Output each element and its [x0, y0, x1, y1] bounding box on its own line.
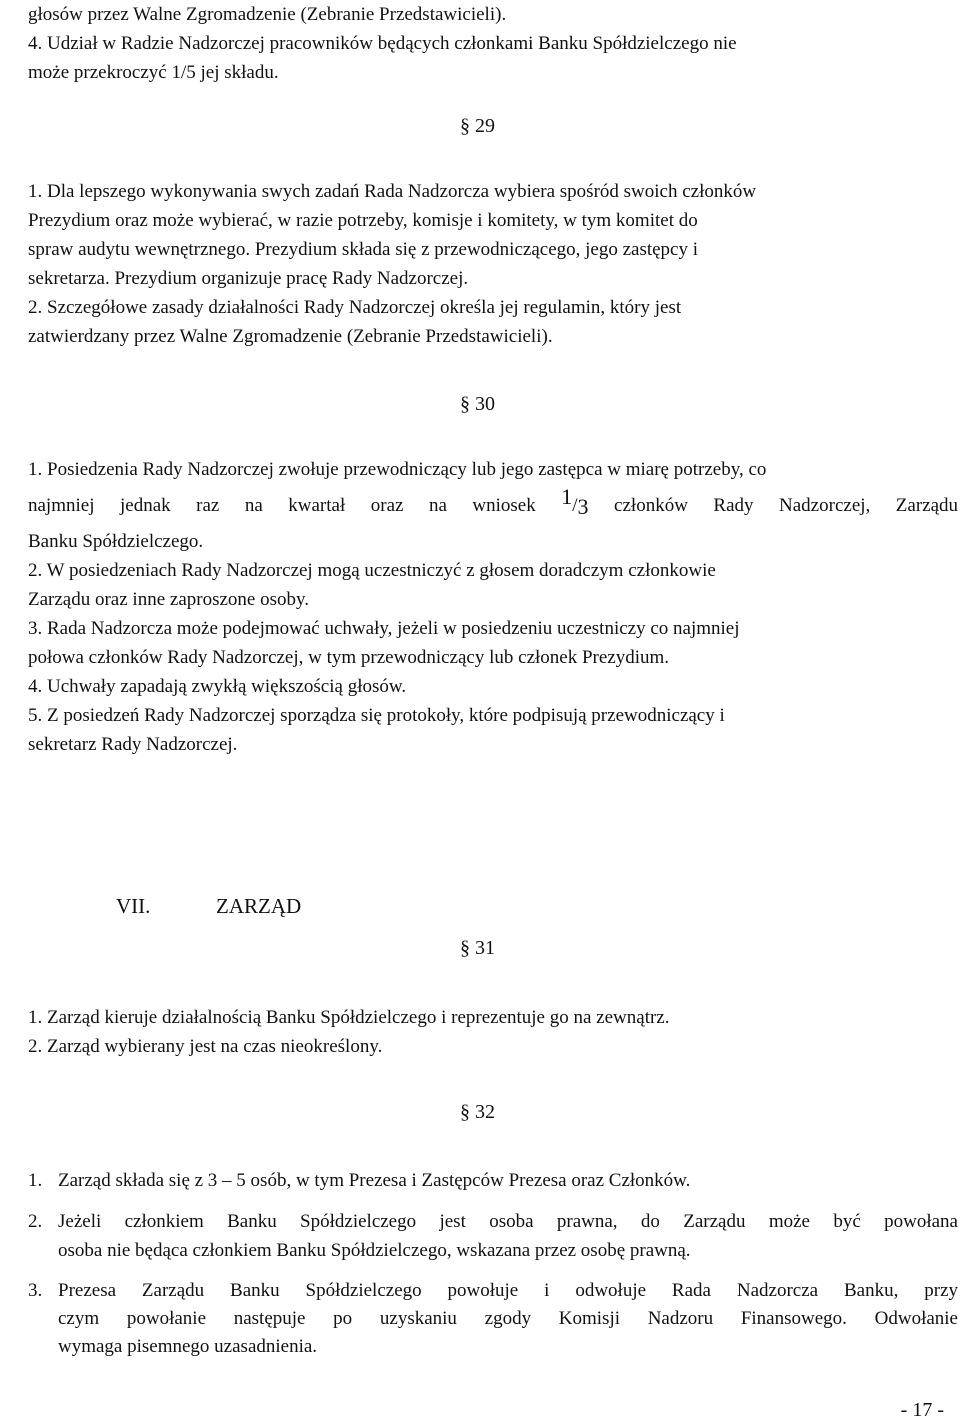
- text-line: głosów przez Walne Zgromadzenie (Zebranie Przedstawicieli).: [28, 4, 507, 25]
- text-line: 3. Rada Nadzorcza może podejmować uchwały, jeżeli w posiedzeniu uczestniczy co najmniej: [28, 618, 740, 639]
- fraction-numerator: 1: [561, 484, 573, 509]
- text-line: wymaga pisemnego uzasadnienia.: [58, 1336, 318, 1357]
- fraction-denominator: 3: [577, 494, 589, 519]
- section-heading-31: § 31: [460, 937, 495, 959]
- text-line: czym powołanie następuje po uzyskaniu zgody Komisji Nadzoru Finansowego. Odwołanie: [58, 1308, 958, 1329]
- page-number: - 17 -: [900, 1399, 944, 1421]
- list-number: 2.: [28, 1211, 43, 1232]
- text-line: sekretarza. Prezydium organizuje pracę Rady Nadzorczej.: [28, 268, 469, 289]
- text-line: sekretarz Rady Nadzorczej.: [28, 734, 238, 755]
- text-line: 2. Szczegółowe zasady działalności Rady Nadzorczej określa jej regulamin, który jest: [28, 297, 682, 318]
- text-line: Prezesa Zarządu Banku Spółdzielczego powołuje i odwołuje Rada Nadzorcza Banku, przy: [58, 1280, 958, 1301]
- text-line: Banku Spółdzielczego.: [28, 531, 204, 552]
- fraction: [561, 484, 589, 519]
- text-line-with-fraction: [28, 484, 959, 520]
- text-line: Zarząd składa się z 3 – 5 osób, w tym Prezesa i Zastępców Prezesa oraz Członków.: [58, 1170, 691, 1191]
- list-number: 3.: [28, 1280, 43, 1301]
- text-line: 1. Posiedzenia Rady Nadzorczej zwołuje przewodniczący lub jego zastępca w miarę potrzeby, co: [28, 459, 767, 480]
- text-line: 1. Zarząd kieruje działalnością Banku Spółdzielczego i reprezentuje go na zewnątrz.: [28, 1007, 670, 1028]
- text-line: 1. Dla lepszego wykonywania swych zadań Rada Nadzorcza wybiera spośród swoich członków: [28, 181, 757, 202]
- text-line: 2. W posiedzeniach Rady Nadzorczej mogą uczestniczyć z głosem doradczym członkowie: [28, 560, 716, 581]
- text-line: 4. Udział w Radzie Nadzorczej pracowników będących członkami Banku Spółdzielczego nie: [28, 33, 737, 54]
- text-line: osoba nie będąca członkiem Banku Spółdzielczego, wskazana przez osobę prawną.: [58, 1240, 691, 1261]
- list-number: 1.: [28, 1170, 43, 1191]
- text-line: zatwierdzany przez Walne Zgromadzenie (Zebranie Przedstawicieli).: [28, 326, 553, 347]
- section-heading-29: § 29: [460, 115, 495, 137]
- section-heading-32: § 32: [460, 1101, 495, 1123]
- text-line: Prezydium oraz może wybierać, w razie potrzeby, komisje i komitety, w tym komitet do: [28, 210, 698, 231]
- chapter-title: ZARZĄD: [216, 894, 302, 918]
- text-line: może przekroczyć 1/5 jej składu.: [28, 62, 279, 83]
- text-line: spraw audytu wewnętrznego. Prezydium składa się z przewodniczącego, jego zastępcy i: [28, 239, 699, 260]
- text-segment: najmniej jednak raz na kwartał oraz na wniosek: [28, 495, 536, 516]
- text-line: 5. Z posiedzeń Rady Nadzorczej sporządza się protokoły, które podpisują przewodniczący i: [28, 705, 725, 726]
- section-heading-30: § 30: [460, 393, 495, 415]
- text-line: Zarządu oraz inne zaproszone osoby.: [28, 589, 310, 610]
- text-line: połowa członków Rady Nadzorczej, w tym przewodniczący lub członek Prezydium.: [28, 647, 670, 668]
- text-line: 2. Zarząd wybierany jest na czas nieokreślony.: [28, 1036, 383, 1057]
- text-line: 4. Uchwały zapadają zwykłą większością głosów.: [28, 676, 407, 697]
- text-line: Jeżeli członkiem Banku Spółdzielczego jest osoba prawna, do Zarządu może być powołana: [58, 1211, 958, 1232]
- chapter-number: VII.: [116, 894, 151, 918]
- text-segment: członków Rady Nadzorczej, Zarządu: [614, 495, 959, 516]
- fraction-slash: /: [572, 495, 578, 516]
